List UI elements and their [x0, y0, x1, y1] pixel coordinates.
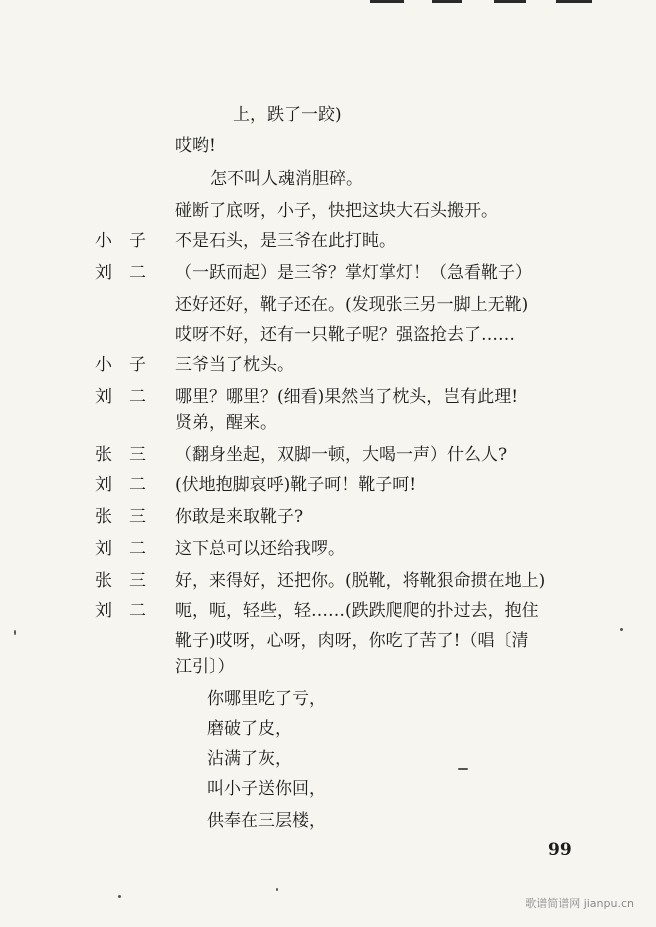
top-rule-1 — [370, 0, 404, 3]
dialogue-line: 叫小子送你回， — [207, 779, 326, 799]
speaker-label: 小 子 — [95, 355, 146, 375]
dialogue-line: 你敢是来取靴子? — [175, 507, 304, 527]
dialogue-line: 三爷当了枕头。 — [175, 355, 294, 375]
dialogue-line: 沾满了灰， — [207, 749, 292, 769]
scan-speck — [276, 888, 278, 891]
dialogue-line: 呃，呃，轻些，轻……(跌跌爬爬的扑过去，抱住 — [175, 601, 539, 621]
dialogue-line: 怎不叫人魂消胆碎。 — [210, 169, 363, 189]
dialogue-line: 哎哟! — [175, 136, 216, 156]
speaker-label: 刘 二 — [95, 263, 146, 283]
dialogue-line: 这下总可以还给我啰。 — [175, 539, 345, 559]
top-rule-4 — [556, 0, 592, 3]
top-rule-3 — [494, 0, 526, 3]
dialogue-line: 你哪里吃了亏， — [207, 689, 326, 709]
speaker-label: 张 三 — [95, 445, 146, 465]
top-rule-2 — [432, 0, 462, 3]
dialogue-line: 靴子)哎呀，心呀，肉呀，你吃了苦了!（唱〔清 — [175, 631, 529, 651]
dialogue-line: 好，来得好，还把你。(脱靴，将靴狠命掼在地上) — [175, 571, 546, 591]
scan-speck — [118, 895, 121, 898]
dialogue-line: 不是石头，是三爷在此打盹。 — [175, 231, 396, 251]
watermark-text: 歌谱简谱网 jianpu.cn — [525, 897, 634, 910]
dialogue-line: 碰断了底呀，小子，快把这块大石头搬开。 — [175, 201, 498, 221]
speaker-label: 刘 二 — [95, 601, 146, 621]
dialogue-line: 供奉在三层楼， — [207, 811, 326, 831]
dialogue-line: (伏地抱脚哀呼)靴子呵！靴子呵! — [175, 475, 417, 495]
speaker-label: 刘 二 — [95, 475, 146, 495]
dialogue-line: 上，跌了一跤) — [233, 105, 342, 125]
speaker-label: 刘 二 — [95, 387, 146, 407]
scan-speck — [14, 630, 16, 635]
page-number: 99 — [548, 840, 572, 860]
dialogue-line: （一跃而起）是三爷？掌灯掌灯！（急看靴子） — [175, 263, 532, 283]
dialogue-line: 哪里？哪里？(细看)果然当了枕头，岂有此理! — [175, 387, 519, 407]
scan-speck — [620, 628, 623, 631]
scan-speck — [458, 768, 468, 770]
dialogue-line: 江引〕） — [175, 657, 235, 677]
speaker-label: 张 三 — [95, 571, 146, 591]
dialogue-line: 哎呀不好，还有一只靴子呢？强盗抢去了…… — [175, 325, 515, 345]
dialogue-line: （翻身坐起，双脚一顿，大喝一声）什么人? — [175, 445, 508, 465]
speaker-label: 小 子 — [95, 231, 146, 251]
speaker-label: 张 三 — [95, 507, 146, 527]
dialogue-line: 还好还好，靴子还在。(发现张三另一脚上无靴) — [175, 295, 529, 315]
speaker-label: 刘 二 — [95, 539, 146, 559]
dialogue-line: 磨破了皮， — [207, 719, 292, 739]
dialogue-line: 贤弟，醒来。 — [175, 413, 277, 433]
